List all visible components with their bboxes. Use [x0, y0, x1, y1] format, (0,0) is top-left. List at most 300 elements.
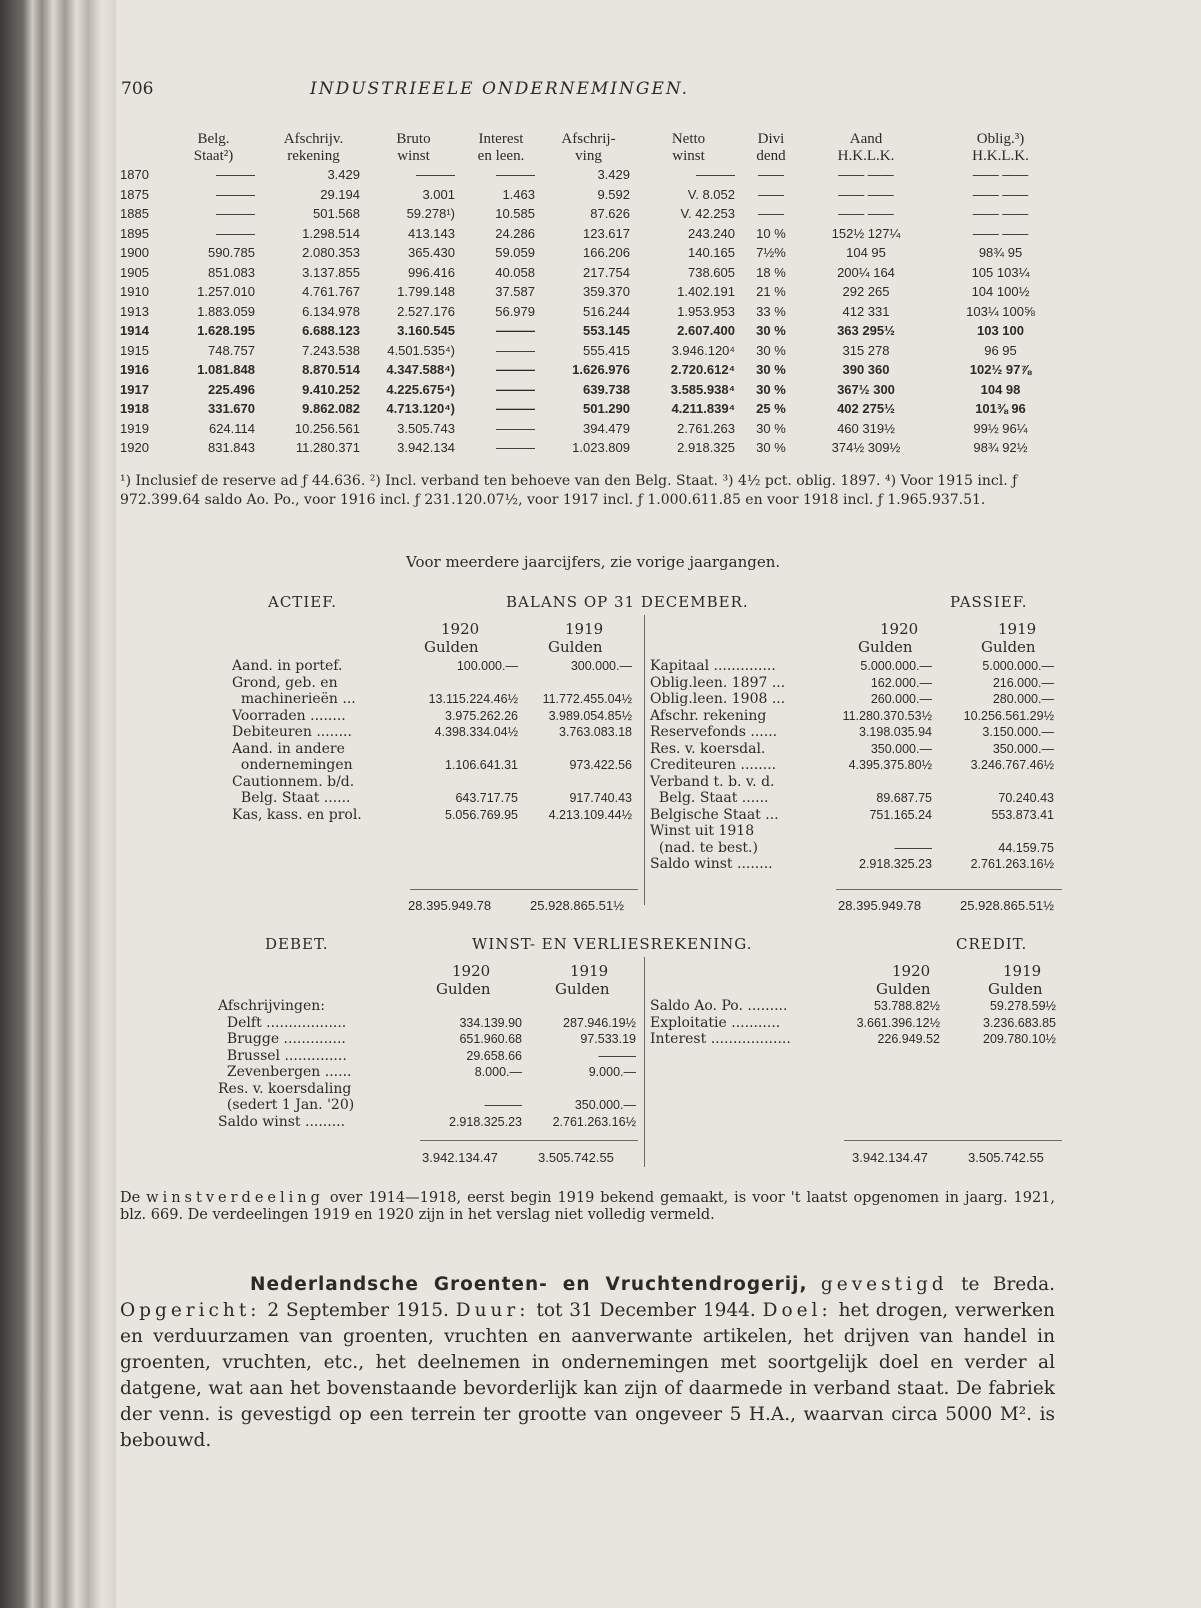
- history-cell-oblig: 104 100½: [971, 284, 1030, 299]
- account-cell-a: 643.717.75: [455, 791, 518, 805]
- account-cell-label: Res. v. koersdaling: [218, 1080, 352, 1097]
- account-cell-b: 9.000.—: [588, 1065, 636, 1079]
- history-cell-aand: 104 95: [846, 245, 886, 260]
- account-cell-label: Saldo Ao. Po. .........: [650, 998, 788, 1014]
- pl-left-title: DEBET.: [265, 935, 329, 953]
- table-row: [120, 438, 1070, 458]
- list-item: [232, 774, 638, 791]
- list-item: [650, 708, 1060, 725]
- account-cell-a: ———: [894, 840, 932, 855]
- account-cell-label: Brussel ..............: [218, 1047, 347, 1064]
- balance-total-a-right: 28.395.949.78: [838, 898, 922, 913]
- account-cell-b: 3.246.767.46½: [970, 758, 1054, 772]
- account-cell-label: Oblig.leen. 1897 ...: [650, 674, 786, 691]
- history-cell-afschrijving: 3.429: [597, 167, 630, 182]
- account-cell-a: 3.198.035.94: [859, 725, 932, 739]
- history-header-line: Interest: [478, 131, 524, 147]
- account-cell-b: 973.422.56: [569, 758, 632, 772]
- history-cell-year: 1885: [120, 206, 149, 221]
- account-cell-a: 4.395.375.80½: [848, 758, 932, 772]
- account-cell-label: Exploitatie ...........: [650, 1014, 781, 1031]
- account-cell-label: Crediteuren ........: [650, 757, 777, 773]
- history-header-line: winst: [672, 148, 705, 164]
- pl-unit-a-right: Gulden: [876, 980, 931, 998]
- account-cell-label: Grond, geb. en: [232, 674, 338, 691]
- account-cell-label: Afschrijvingen:: [218, 998, 325, 1014]
- balance-year-a-left: 1920: [441, 620, 480, 638]
- list-item: [218, 1048, 642, 1065]
- history-cell-div: 30 %: [756, 323, 786, 338]
- balance-year-a-right: 1920: [880, 620, 919, 638]
- list-item: [650, 675, 1060, 692]
- account-cell-label: Verband t. b. v. d.: [650, 773, 775, 790]
- history-header-line: ving: [575, 148, 602, 164]
- history-header-line: Bruto: [396, 131, 431, 147]
- account-cell-label: Interest ..................: [650, 1031, 791, 1047]
- account-cell-b: 350.000.—: [992, 741, 1054, 756]
- account-cell-label: Belg. Staat ......: [650, 790, 769, 806]
- note-rest: over 1914—1918, eerst begin 1919 bekend gemaakt, is voor 't laatst opgenomen in jaarg. 1921, blz. 669. De verdeelingen 1919 en 1920 zijn in het verslag niet volledig vermeld.: [120, 1190, 1056, 1223]
- balance-total-b-left: 25.928.865.51½: [530, 898, 624, 913]
- list-item: [218, 1031, 642, 1048]
- table-row: [120, 165, 1070, 185]
- account-cell-a: 53.788.82½: [873, 999, 940, 1013]
- history-cell-afschr: 3.137.855: [302, 264, 360, 280]
- history-cell-div: 10 %: [756, 225, 786, 241]
- account-cell-a: 751.165.24: [869, 807, 932, 822]
- opgericht-label: Opgericht:: [120, 1300, 261, 1321]
- account-cell-b: 350.000.—: [574, 1098, 636, 1112]
- pl-total-a-right: 3.942.134.47: [852, 1150, 928, 1165]
- account-cell-a: 5.056.769.95: [445, 807, 518, 822]
- history-cell-year: 1919: [120, 420, 149, 436]
- list-item: [232, 741, 638, 758]
- account-cell-a: 2.918.325.23: [859, 857, 932, 871]
- balance-total-rule-left: [410, 889, 638, 890]
- history-cell-year: 1900: [120, 245, 149, 260]
- list-item: [650, 823, 1060, 840]
- history-cell-year: 1905: [120, 264, 149, 280]
- history-table: [120, 131, 1070, 458]
- history-cell-afschr: 10.256.561: [294, 420, 360, 436]
- pl-right-title: CREDIT.: [956, 935, 1028, 953]
- account-cell-b: 5.000.000.—: [982, 659, 1054, 673]
- history-cell-oblig: 98¾ 95: [978, 245, 1023, 260]
- history-cell-netto: 2.607.400: [677, 323, 735, 338]
- history-cell-bruto: 4.713.120⁴): [386, 401, 455, 416]
- history-cell-div: 30 %: [756, 420, 786, 436]
- history-cell-aand: 402 275½: [837, 401, 895, 416]
- gevestigd-label: gevestigd: [820, 1274, 948, 1295]
- pl-divider: [644, 957, 645, 1167]
- account-cell-label: Zevenbergen ......: [218, 1064, 352, 1080]
- pl-unit-a-left: Gulden: [436, 980, 491, 998]
- account-cell-b: 2.761.263.16½: [970, 857, 1054, 871]
- account-cell-a: 5.000.000.—: [860, 659, 932, 673]
- history-cell-interest: 10.585: [495, 206, 535, 221]
- balance-total-rule-right: [836, 889, 1062, 890]
- history-cell-aand: 315 278: [842, 342, 890, 358]
- balance-total-b-right: 25.928.865.51½: [960, 898, 1054, 913]
- account-cell-label: Res. v. koersdal.: [650, 740, 766, 757]
- account-cell-a: 13.115.224.46½: [428, 692, 518, 706]
- history-cell-aand: 363 295½: [837, 323, 895, 338]
- duur-value: tot 31 December 1944.: [536, 1300, 756, 1321]
- pl-year-b-left: 1919: [570, 962, 609, 980]
- account-cell-b: [528, 998, 642, 1015]
- account-cell-b: 44.159.75: [998, 840, 1054, 855]
- history-cell-afschr: 6.688.123: [302, 323, 360, 338]
- history-header-line: Afschrij-: [561, 131, 616, 147]
- history-cell-oblig: —— ——: [972, 225, 1029, 241]
- account-cell-label: Reservefonds ......: [650, 724, 778, 740]
- history-cell-afschr: 9.862.082: [302, 401, 360, 416]
- account-cell-label: Brugge ..............: [218, 1031, 346, 1047]
- history-cell-netto: 2.720.612⁴: [670, 362, 735, 377]
- account-cell-a: [410, 774, 524, 791]
- history-cell-bruto: ———: [416, 167, 455, 182]
- table-row: [120, 419, 1070, 439]
- balance-divider: [644, 615, 645, 905]
- doel-label: Doel:: [762, 1300, 832, 1321]
- history-cell-oblig: 99½ 96¼: [973, 420, 1028, 436]
- company-entry: [120, 1272, 1055, 1454]
- list-item: [650, 807, 1060, 824]
- history-cell-netto: 3.585.938⁴: [670, 381, 735, 397]
- liabilities-table: [650, 658, 1060, 873]
- history-cell-afschrijving: 1.626.976: [572, 362, 630, 377]
- history-cell-interest: ———: [496, 440, 535, 455]
- history-cell-div: 21 %: [756, 284, 786, 299]
- history-cell-bruto: 3.505.743: [397, 420, 455, 436]
- history-cell-year: 1913: [120, 303, 149, 319]
- history-cell-aand: —— ——: [838, 206, 894, 221]
- history-cell-interest: 59.059: [495, 245, 535, 260]
- history-header-line: dend: [756, 148, 786, 164]
- account-cell-b: 553.873.41: [991, 807, 1054, 822]
- account-cell-b: 287.946.19½: [563, 1015, 636, 1030]
- history-cell-aand: 292 265: [842, 284, 890, 299]
- history-header-line: Aand: [849, 131, 883, 147]
- account-cell-label: ondernemingen: [232, 757, 353, 773]
- account-cell-label: Belgische Staat ...: [650, 806, 779, 823]
- history-cell-belg: 1.628.195: [197, 323, 255, 338]
- list-item: [650, 658, 1060, 675]
- pl-total-rule-right: [844, 1140, 1062, 1141]
- history-cell-belg: 831.843: [208, 440, 255, 455]
- history-cell-aand: —— ——: [838, 186, 894, 202]
- history-cell-year: 1917: [120, 381, 149, 397]
- history-cell-year: 1916: [120, 362, 149, 377]
- balance-left-title: ACTIEF.: [268, 593, 338, 611]
- list-item: [650, 757, 1060, 774]
- history-cell-oblig: —— ——: [972, 186, 1029, 202]
- history-cell-afschrijving: 123.617: [583, 225, 630, 241]
- account-cell-b: 10.256.561.29½: [963, 708, 1054, 723]
- balance-sheet: [0, 593, 1201, 913]
- history-cell-afschr: 4.761.767: [302, 284, 360, 299]
- account-cell-a: [414, 998, 528, 1015]
- history-header-1: [166, 131, 261, 165]
- balance-year-b-right: 1919: [998, 620, 1037, 638]
- account-cell-b: 97.533.19: [580, 1032, 636, 1046]
- account-cell-b: 3.236.683.85: [983, 1015, 1056, 1030]
- list-item: [650, 840, 1060, 857]
- history-cell-netto: ———: [696, 167, 735, 182]
- history-header-0: [120, 131, 166, 165]
- history-cell-belg: 331.670: [208, 401, 255, 416]
- history-cell-bruto: 3.001: [422, 186, 455, 202]
- history-cell-bruto: 4.347.588⁴): [386, 362, 455, 377]
- history-cell-belg: 748.757: [208, 342, 255, 358]
- history-cell-netto: V. 8.052: [687, 186, 735, 202]
- account-cell-label: Saldo winst .........: [218, 1113, 346, 1130]
- gevestigd-value: te Breda.: [961, 1274, 1056, 1295]
- list-item: [650, 741, 1060, 758]
- table-row: [120, 380, 1070, 400]
- opgericht-value: 2 September 1915.: [267, 1300, 449, 1321]
- history-cell-oblig: 103¼ 100⅝: [966, 303, 1035, 319]
- history-cell-bruto: 4.501.535⁴): [387, 342, 455, 358]
- balance-center-title: BALANS OP 31 DECEMBER.: [506, 593, 749, 611]
- list-item: [650, 998, 1062, 1015]
- account-cell-a: 334.139.90: [459, 1015, 522, 1030]
- balance-unit-b-right: Gulden: [981, 638, 1036, 656]
- history-header-line: H.K.L.K.: [972, 148, 1029, 164]
- list-item: [650, 856, 1060, 873]
- running-head: INDUSTRIEELE ONDERNEMINGEN.: [310, 79, 690, 99]
- history-cell-year: 1918: [120, 401, 149, 416]
- history-cell-interest: ———: [496, 381, 535, 397]
- company-name: Nederlandsche Groenten- en Vruchtendrogerij,: [250, 1274, 808, 1295]
- history-cell-afschrijving: 87.626: [590, 206, 630, 221]
- history-cell-div: 30 %: [756, 381, 786, 397]
- history-cell-belg: 851.083: [208, 264, 255, 280]
- account-cell-label: Debiteuren ........: [232, 724, 352, 740]
- account-cell-a: 8.000.—: [474, 1065, 522, 1079]
- history-cell-div: 33 %: [756, 303, 786, 319]
- list-item: [650, 790, 1060, 807]
- account-cell-a: 3.661.396.12½: [856, 1015, 940, 1030]
- list-item: [650, 774, 1060, 791]
- history-cell-afschr: 9.410.252: [302, 381, 360, 397]
- history-header-6: [636, 131, 741, 165]
- history-header-line: H.K.L.K.: [837, 148, 895, 164]
- account-cell-a: 3.975.262.26: [445, 708, 518, 723]
- history-cell-year: 1895: [120, 225, 149, 241]
- history-cell-oblig: 98¾ 92½: [973, 440, 1028, 455]
- history-cell-interest: ———: [496, 401, 535, 416]
- account-cell-b: [524, 741, 638, 758]
- history-cell-oblig: 104 98: [980, 381, 1021, 397]
- pl-total-rule-left: [420, 1140, 638, 1141]
- table-row: [120, 263, 1070, 283]
- account-cell-a: [414, 1081, 528, 1098]
- history-cell-afschrijving: 516.244: [583, 303, 630, 319]
- history-cell-afschr: 29.194: [320, 186, 360, 202]
- history-cell-netto: 2.761.263: [677, 420, 735, 436]
- account-cell-a: 1.106.641.31: [445, 758, 518, 772]
- history-cell-oblig: 102½ 97⅞: [969, 362, 1032, 377]
- history-header-line: Netto: [671, 131, 706, 147]
- table-row: [120, 243, 1070, 263]
- account-cell-b: [528, 1081, 642, 1098]
- history-header-5: [541, 131, 636, 165]
- history-cell-year: 1910: [120, 284, 149, 299]
- history-cell-belg: 225.496: [208, 381, 255, 397]
- list-item: [650, 724, 1060, 741]
- page-number: 706: [121, 79, 154, 99]
- history-cell-aand: —— ——: [838, 167, 894, 182]
- list-item: [218, 1097, 642, 1114]
- list-item: [232, 790, 638, 807]
- balance-right-title: PASSIEF.: [950, 593, 1028, 611]
- history-cell-aand: 200¼ 164: [837, 264, 895, 280]
- list-item: [232, 757, 638, 774]
- account-cell-a: 260.000.—: [870, 692, 932, 706]
- history-cell-belg: 624.114: [208, 420, 255, 436]
- history-cell-belg: ———: [216, 206, 255, 221]
- account-cell-label: Saldo winst ........: [650, 856, 773, 872]
- history-cell-afschr: 7.243.538: [302, 342, 360, 358]
- history-cell-afschrijving: 394.479: [583, 420, 630, 436]
- history-cell-interest: ———: [496, 323, 535, 338]
- list-item: [218, 1114, 642, 1131]
- history-cell-year: 1875: [120, 186, 149, 202]
- history-cell-div: 18 %: [756, 264, 786, 280]
- history-cell-aand: 152½ 127¼: [831, 225, 901, 241]
- table-row: [120, 321, 1070, 341]
- account-cell-a: ———: [484, 1098, 522, 1112]
- history-cell-oblig: —— ——: [972, 206, 1029, 221]
- account-cell-a: 4.398.334.04½: [434, 725, 518, 739]
- account-cell-b: 280.000.—: [992, 692, 1054, 706]
- history-cell-belg: 1.081.848: [197, 362, 255, 377]
- account-cell-label: Delft ..................: [218, 1014, 347, 1031]
- history-cell-afschr: 3.429: [327, 167, 360, 182]
- history-header-line: winst: [397, 148, 430, 164]
- list-item: [232, 807, 638, 824]
- history-cell-afschrijving: 1.023.809: [572, 440, 630, 455]
- list-item: [218, 1081, 642, 1098]
- table-row: [120, 185, 1070, 205]
- history-cell-netto: 243.240: [688, 225, 735, 241]
- account-cell-a: 651.960.68: [459, 1032, 522, 1046]
- history-cell-bruto: 3.942.134: [397, 440, 455, 455]
- history-cell-afschrijving: 217.754: [583, 264, 630, 280]
- account-cell-a: [410, 675, 524, 692]
- table-row: [120, 204, 1070, 224]
- debit-table: [218, 998, 642, 1130]
- history-cell-bruto: 2.527.176: [397, 303, 455, 319]
- history-cell-interest: 1.463: [502, 186, 535, 202]
- account-cell-b: [938, 823, 1060, 840]
- account-cell-label: Oblig.leen. 1908 ...: [650, 691, 786, 707]
- account-cell-label: Kas, kass. en prol.: [232, 806, 362, 823]
- history-header-2: [261, 131, 366, 165]
- history-cell-div: 30 %: [756, 362, 786, 377]
- account-cell-b: [938, 774, 1060, 791]
- profit-loss-account: [0, 935, 1201, 1175]
- history-cell-interest: ———: [496, 167, 535, 182]
- more-figures-note: Voor meerdere jaarcijfers, zie vorige jaargangen.: [406, 553, 781, 571]
- table-row: [120, 399, 1070, 419]
- history-cell-afschrijving: 166.206: [583, 245, 630, 260]
- list-item: [232, 658, 638, 675]
- list-item: [232, 691, 638, 708]
- history-header-row: [120, 131, 1070, 165]
- table-row: [120, 341, 1070, 361]
- account-cell-a: 350.000.—: [870, 741, 932, 756]
- balance-year-b-left: 1919: [565, 620, 604, 638]
- account-cell-b: 11.772.455.04½: [542, 692, 632, 706]
- table-row: [120, 282, 1070, 302]
- list-item: [218, 998, 642, 1015]
- account-cell-b: 70.240.43: [998, 791, 1054, 805]
- history-cell-afschrijving: 9.592: [597, 186, 630, 202]
- history-cell-netto: 4.211.839⁴: [671, 401, 735, 416]
- history-cell-netto: 140.165: [688, 245, 735, 260]
- table-row: [120, 224, 1070, 244]
- history-cell-belg: ———: [216, 186, 255, 202]
- history-header-line: Belg.: [197, 131, 230, 147]
- history-cell-oblig: 103 100: [977, 323, 1024, 338]
- history-cell-belg: ———: [216, 225, 255, 241]
- footnotes: ¹) Inclusief de reserve ad ƒ 44.636. ²) Incl. verband ten behoeve van den Belg. Staat. ³) 4½ pct. oblig. 1897. ⁴) Voor 1915 incl. ƒ 972.399.64 saldo Ao. Po., voor 1916 incl. ƒ 231.120.07½, voor 1917 incl. ƒ 1.000.611.85 en voor 1918 incl. ƒ 1.965.937.51.: [120, 473, 1018, 508]
- history-cell-div: 30 %: [756, 342, 786, 358]
- history-cell-div: ——: [758, 167, 784, 182]
- history-cell-div: ——: [758, 186, 784, 202]
- account-cell-b: [524, 774, 638, 791]
- pl-total-b-left: 3.505.742.55: [538, 1150, 614, 1165]
- history-header-line: rekening: [287, 148, 340, 164]
- history-cell-oblig: 96 95: [984, 342, 1017, 358]
- history-cell-bruto: 59.278¹): [406, 206, 455, 221]
- account-cell-b: 300.000.—: [570, 659, 632, 673]
- account-cell-label: (sedert 1 Jan. '20): [218, 1097, 355, 1113]
- history-header-line: Afschrijv.: [283, 131, 344, 147]
- history-header-line: Divi: [757, 131, 785, 147]
- history-cell-afschrijving: 555.415: [583, 342, 630, 358]
- table-row: [120, 302, 1070, 322]
- history-cell-bruto: 365.430: [408, 245, 455, 260]
- history-cell-netto: 738.605: [688, 264, 735, 280]
- history-cell-interest: 40.058: [495, 264, 535, 280]
- account-cell-b: 59.278.59½: [989, 999, 1056, 1013]
- history-cell-belg: 590.785: [208, 245, 255, 260]
- history-cell-afschr: 1.298.514: [302, 225, 360, 241]
- account-cell-label: Kapitaal ..............: [650, 658, 776, 674]
- history-cell-year: 1914: [120, 323, 149, 338]
- history-header-line: Oblig.³): [976, 131, 1025, 147]
- history-cell-aand: 374½ 309½: [831, 440, 901, 455]
- account-cell-label: Winst uit 1918: [650, 823, 755, 839]
- note-spaced-term: winstverdeeling: [146, 1190, 324, 1206]
- history-header-9: [931, 131, 1070, 165]
- pl-center-title: WINST- EN VERLIESREKENING.: [472, 935, 753, 953]
- history-header-7: [741, 131, 801, 165]
- history-cell-interest: 56.979: [495, 303, 535, 319]
- history-cell-interest: ———: [496, 362, 535, 377]
- list-item: [232, 708, 638, 725]
- history-cell-afschrijving: 501.290: [583, 401, 630, 416]
- credit-table: [650, 998, 1062, 1048]
- account-cell-b: [524, 675, 638, 692]
- pl-year-b-right: 1919: [1003, 962, 1042, 980]
- account-cell-a: [828, 823, 938, 840]
- history-cell-interest: ———: [496, 420, 535, 436]
- history-cell-div: ——: [758, 206, 784, 221]
